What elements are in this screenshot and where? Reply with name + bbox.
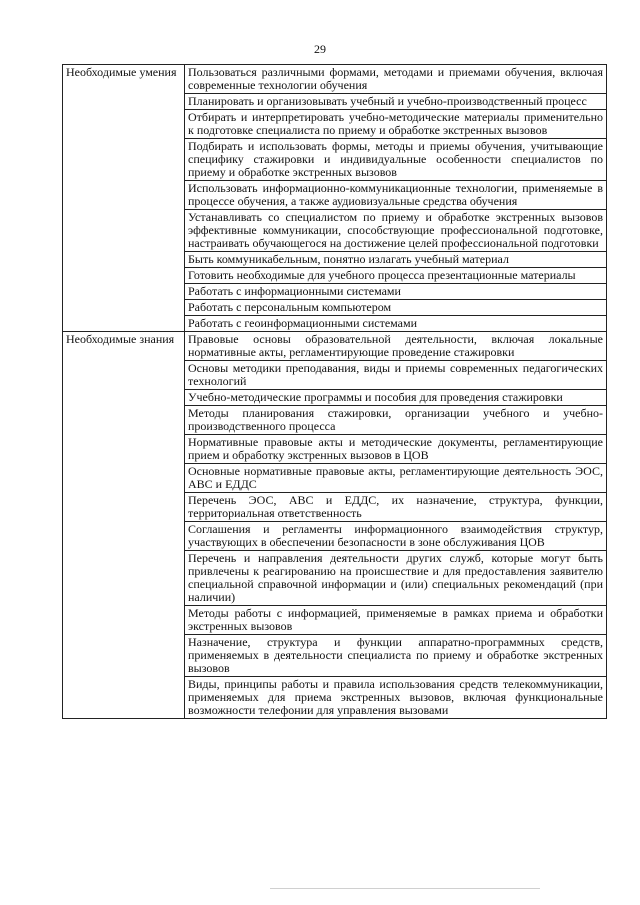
skill-item: Использовать информационно-коммуникационные технологии, применяемые в процессе обучения, а также аудиовизуальные средства обучения [185,181,607,210]
requirements-table [62,64,607,719]
knowledge-item: Назначение, структура и функции аппаратно-программных средств, применяемых в деятельности специалиста по приему и обработке экстренных вызовов [185,635,607,677]
skill-item: Подбирать и использовать формы, методы и приемы обучения, учитывающие специфику стажировки и индивидуальные особенности специалистов по приему и обработке экстренных вызовов [185,139,607,181]
table-row [63,65,607,94]
knowledge-item: Нормативные правовые акты и методические документы, регламентирующие прием и обработку экстренных вызовов в ЦОВ [185,435,607,464]
knowledge-item: Методы работы с информацией, применяемые в рамках приема и обработки экстренных вызовов [185,606,607,635]
page-number: 29 [314,42,326,56]
skill-item: Работать с геоинформационными системами [185,316,607,332]
skill-item: Отбирать и интерпретировать учебно-методические материалы применительно к подготовке специалиста по приему и обработке экстренных вызовов [185,110,607,139]
skill-item: Готовить необходимые для учебного процесса презентационные материалы [185,268,607,284]
knowledge-item: Методы планирования стажировки, организации учебного и учебно-производственного процесса [185,406,607,435]
knowledge-item: Перечень и направления деятельности других служб, которые могут быть привлечены к реагированию на происшествие и для предоставления заявителю специальной справочной информации и (или) специальных рекомендаций (при наличии) [185,551,607,606]
section-label-knowledge: Необходимые знания [63,332,185,719]
skill-item: Устанавливать со специалистом по приему и обработке экстренных вызовов эффективные коммуникации, способствующие профессиональной подготовке, настраивать обучающегося на достижение целей профессиональной подготовки [185,210,607,252]
table-row [63,332,607,361]
knowledge-section [63,332,607,719]
skill-item: Работать с персональным компьютером [185,300,607,316]
skill-item: Работать с информационными системами [185,284,607,300]
knowledge-item: Соглашения и регламенты информационного взаимодействия структур, участвующих в обеспечении безопасности в зоне обслуживания ЦОВ [185,522,607,551]
knowledge-item: Правовые основы образовательной деятельности, включая локальные нормативные акты, регламентирующие проведение стажировки [185,332,607,361]
scan-edge-line [270,888,540,891]
knowledge-item: Учебно-методические программы и пособия для проведения стажировки [185,390,607,406]
knowledge-item: Виды, принципы работы и правила использования средств телекоммуникации, применяемых для приема экстренных вызовов, включая функциональные возможности телефонии для управления вызовами [185,677,607,719]
section-label-skills: Необходимые умения [63,65,185,332]
skill-item: Быть коммуникабельным, понятно излагать учебный материал [185,252,607,268]
knowledge-item: Основные нормативные правовые акты, регламентирующие деятельность ЭОС, АВС и ЕДДС [185,464,607,493]
knowledge-item: Основы методики преподавания, виды и приемы современных педагогических технологий [185,361,607,390]
skill-item: Планировать и организовывать учебный и учебно-производственный процесс [185,94,607,110]
skill-item: Пользоваться различными формами, методами и приемами обучения, включая современные технологии обучения [185,65,607,94]
knowledge-item: Перечень ЭОС, АВС и ЕДДС, их назначение, структура, функции, территориальная ответственность [185,493,607,522]
skills-section [63,65,607,332]
